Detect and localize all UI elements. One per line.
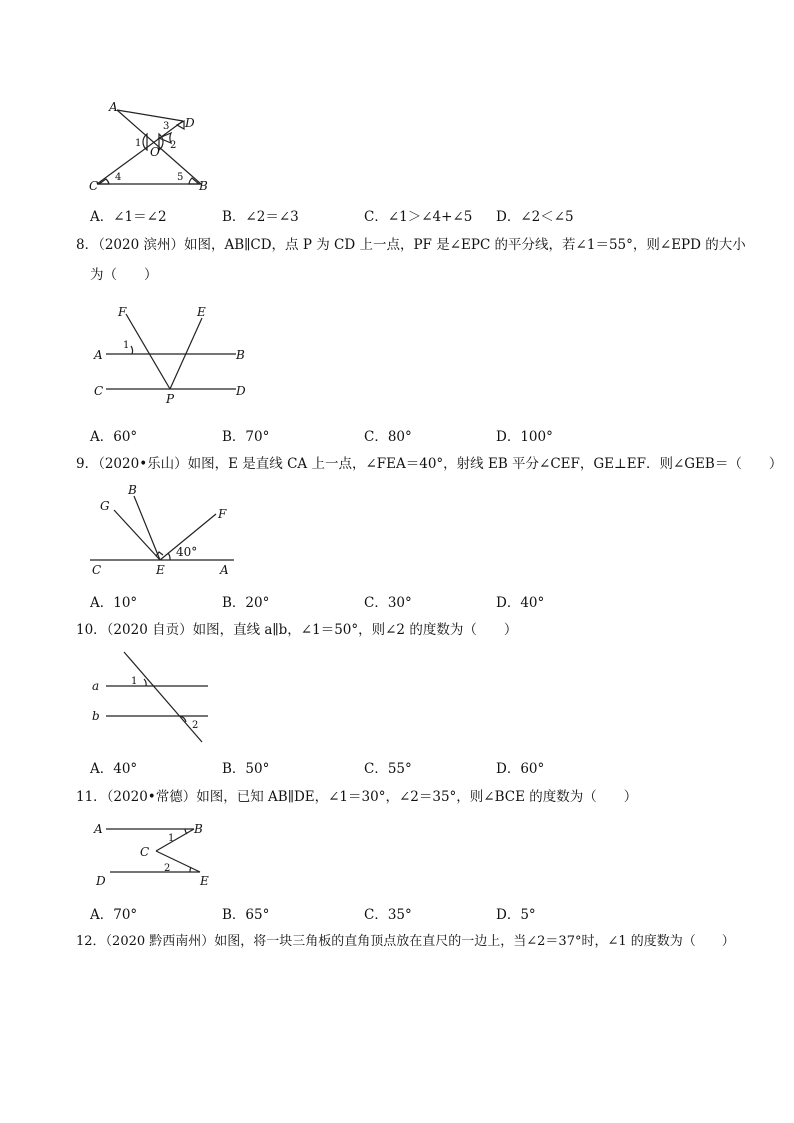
- q11-angle1-arc: [185, 829, 187, 834]
- q8-stem-line2: 为（ ）: [90, 267, 158, 283]
- q10-stem-line1: 10．（2020 自贡）如图，直线 a∥b，∠1＝50°，则∠2 的度数为（ ）: [76, 622, 518, 638]
- q9-angle40-arc: [168, 553, 170, 560]
- q10-label-a: a: [92, 679, 100, 693]
- q11-label-C: C: [140, 845, 150, 859]
- q8-label-B: B: [236, 348, 245, 362]
- q10-angle1-arc: [144, 679, 146, 686]
- q8-stem-line1: 8．（2020 滨州）如图，AB∥CD，点 P 为 CD 上一点，PF 是∠EPC 的平分线，若∠1＝55°，则∠EPD 的大小: [76, 237, 746, 253]
- q8-label-1: 1: [123, 340, 130, 351]
- q11-option-b[interactable]: B．65°: [222, 907, 270, 923]
- q7-label-4: 4: [115, 172, 122, 183]
- q9-label-F: F: [218, 507, 227, 521]
- q9-option-a[interactable]: A．10°: [90, 595, 138, 611]
- q9-label-C: C: [92, 563, 102, 577]
- q11-label-2: 2: [164, 863, 171, 874]
- q11-label-A: A: [94, 822, 103, 836]
- q8-label-A: A: [94, 348, 103, 362]
- q10-label-b: b: [92, 709, 100, 723]
- q11-label-B: B: [194, 822, 203, 836]
- q8-option-b[interactable]: B．70°: [222, 429, 270, 445]
- q9-option-b[interactable]: B．20°: [222, 595, 270, 611]
- q7-option-d[interactable]: D．∠2＜∠5: [496, 209, 574, 225]
- q8-label-P: P: [166, 392, 175, 406]
- q10-transversal: [124, 652, 202, 742]
- q9-figure: [86, 478, 246, 578]
- q8-option-c[interactable]: C．80°: [364, 429, 412, 445]
- q10-option-c[interactable]: C．55°: [364, 761, 412, 777]
- q9-option-d[interactable]: D．40°: [496, 595, 545, 611]
- q9-label-A: A: [220, 563, 229, 577]
- q8-label-D: D: [236, 384, 246, 398]
- q7-label-B: B: [199, 179, 208, 193]
- q10-option-a[interactable]: A．40°: [90, 761, 138, 777]
- q11-line-CE: [156, 851, 200, 872]
- q9-label-G: G: [100, 499, 110, 513]
- q11-option-a[interactable]: A．70°: [90, 907, 138, 923]
- q9-option-c[interactable]: C．30°: [364, 595, 412, 611]
- q11-stem-line1: 11．（2020•常德）如图，已知 AB∥DE，∠1＝30°，∠2＝35°，则∠BCE 的度数为（ ）: [76, 789, 638, 805]
- q7-option-b[interactable]: B．∠2＝∠3: [222, 209, 299, 225]
- q7-label-5: 5: [177, 172, 184, 183]
- q10-label-2: 2: [192, 720, 199, 731]
- q8-label-E: E: [197, 305, 206, 319]
- q8-option-d[interactable]: D．100°: [496, 429, 553, 445]
- q10-option-d[interactable]: D．60°: [496, 761, 545, 777]
- q8-angle1-arc: [131, 346, 133, 354]
- q11-angle2-arc: [190, 867, 191, 872]
- q10-figure: [88, 648, 218, 746]
- q9-label-B: B: [128, 483, 137, 497]
- q9-ray-EG: [114, 510, 160, 560]
- q11-line-BC: [156, 829, 194, 851]
- q9-label-E: E: [156, 563, 165, 577]
- q11-label-E: E: [200, 874, 209, 888]
- q8-label-F: F: [118, 305, 127, 319]
- q7-label-3: 3: [163, 121, 170, 132]
- q11-option-c[interactable]: C．35°: [364, 907, 412, 923]
- q8-figure: [88, 302, 258, 407]
- q7-option-a[interactable]: A．∠1＝∠2: [90, 209, 167, 225]
- q12-stem-line1: 12．（2020 黔西南州）如图，将一块三角板的直角顶点放在直尺的一边上，当∠2＝37°时，∠1 的度数为（ ）: [76, 934, 735, 949]
- q7-label-1: 1: [135, 138, 142, 149]
- q11-option-d[interactable]: D．5°: [496, 907, 536, 923]
- q7-figure: [85, 98, 215, 196]
- q8-option-a[interactable]: A．60°: [90, 429, 138, 445]
- q7-label-A: A: [109, 100, 118, 114]
- q10-option-b[interactable]: B．50°: [222, 761, 270, 777]
- q7-label-O: O: [150, 145, 160, 159]
- q11-label-D: D: [96, 874, 106, 888]
- q8-label-C: C: [94, 384, 104, 398]
- q7-option-c[interactable]: C．∠1＞∠4+∠5: [364, 209, 473, 225]
- q9-stem-line1: 9．（2020•乐山）如图，E 是直线 CA 上一点，∠FEA＝40°，射线 EB 平分∠CEF，GE⊥EF．则∠GEB＝（ ）: [76, 456, 783, 472]
- q7-label-D: D: [185, 116, 195, 130]
- q9-ray-EB: [134, 496, 160, 560]
- q7-label-2: 2: [170, 140, 177, 151]
- q11-figure: [88, 815, 218, 895]
- q11-label-1: 1: [168, 833, 175, 844]
- q9-label-40: 40°: [176, 545, 198, 559]
- q10-label-1: 1: [131, 676, 138, 687]
- q7-label-C: C: [89, 179, 99, 193]
